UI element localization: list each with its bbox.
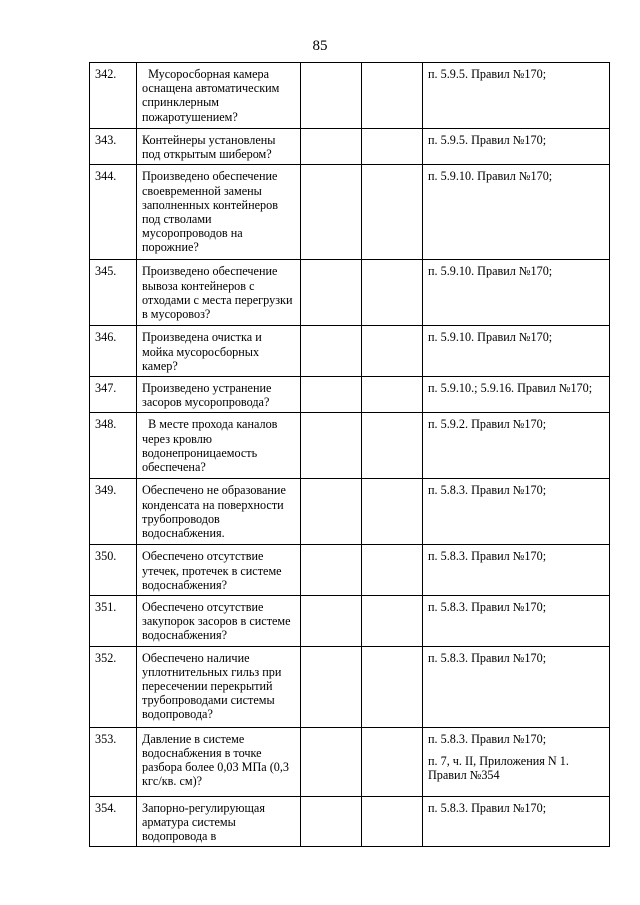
answer-cell-no (362, 596, 423, 647)
requirement-question: Произведена очистка и мойка мусоросборных камер? (137, 326, 301, 377)
reference-line: п. 5.8.3. Правил №170; (428, 600, 547, 615)
reference-line: п. 5.9.2. Правил №170; (428, 417, 547, 432)
reference-line: п. 5.8.3. Правил №170; (428, 731, 547, 746)
requirement-question: Произведено устранение засоров мусоропровода? (137, 377, 301, 413)
item-number: 343. (90, 129, 137, 165)
reference-line: п. 5.9.10. Правил №170; (428, 264, 553, 279)
item-number: 353. (90, 727, 137, 796)
requirement-question: Мусоросборная камера оснащена автоматическим спринклерным пожаротушением? (137, 63, 301, 129)
reference-line: п. 5.9.10.; 5.9.16. Правил №170; (428, 381, 593, 396)
requirement-question: Давление в системе водоснабжения в точке разбора более 0,03 МПа (0,3 кгс/кв. см)? (137, 727, 301, 796)
legal-reference (423, 165, 610, 260)
legal-reference (423, 413, 610, 479)
requirement-question: Обеспечено наличие уплотнительных гильз при пересечении перекрытий трубопроводами системы водопровода? (137, 646, 301, 727)
answer-cell-no (362, 479, 423, 545)
answer-cell-no (362, 165, 423, 260)
requirement-question: Обеспечено отсутствие утечек, протечек в системе водоснабжения? (137, 545, 301, 596)
answer-cell-yes (301, 129, 362, 165)
reference-line: п. 5.9.10. Правил №170; (428, 169, 553, 184)
answer-cell-yes (301, 596, 362, 647)
reference-line: п. 7, ч. II, Приложения N 1. Правил №354 (428, 753, 569, 783)
table-row (90, 129, 610, 165)
answer-cell-no (362, 326, 423, 377)
item-number: 344. (90, 165, 137, 260)
answer-cell-no (362, 63, 423, 129)
answer-cell-yes (301, 377, 362, 413)
table-row (90, 727, 610, 796)
legal-reference (423, 377, 610, 413)
reference-line: п. 5.9.5. Правил №170; (428, 133, 547, 147)
requirement-question: Запорно-регулирующая арматура системы водопровода в (137, 796, 301, 847)
item-number: 345. (90, 260, 137, 326)
item-number: 354. (90, 796, 137, 847)
page-number: 85 (312, 38, 328, 54)
legal-reference (423, 479, 610, 545)
reference-line: п. 5.8.3. Правил №170; (428, 800, 547, 815)
requirement-question: В месте прохода каналов через кровлю водонепроницаемость обеспечена? (137, 413, 301, 479)
requirement-question: Произведено обеспечение вывоза контейнеров с отходами с места перегрузки в мусоровоз? (137, 260, 301, 326)
reference-line: п. 5.8.3. Правил №170; (428, 549, 547, 564)
answer-cell-no (362, 545, 423, 596)
answer-cell-no (362, 377, 423, 413)
legal-reference (423, 646, 610, 727)
reference-line: п. 5.9.5. Правил №170; (428, 67, 547, 81)
table-row (90, 545, 610, 596)
answer-cell-no (362, 646, 423, 727)
reference-line: п. 5.8.3. Правил №170; (428, 483, 547, 498)
answer-cell-yes (301, 63, 362, 129)
answer-cell-no (362, 727, 423, 796)
requirement-question: Произведено обеспечение своевременной замены заполненных контейнеров под стволами мусоропроводов на порожние? (137, 165, 301, 260)
legal-reference (423, 326, 610, 377)
item-number: 349. (90, 479, 137, 545)
table-row (90, 165, 610, 260)
answer-cell-no (362, 796, 423, 847)
answer-cell-yes (301, 646, 362, 727)
item-number: 347. (90, 377, 137, 413)
table-row (90, 413, 610, 479)
reference-line: п. 5.9.10. Правил №170; (428, 330, 553, 345)
requirement-question: Контейнеры установлены под открытым шибером? (137, 129, 301, 165)
legal-reference (423, 129, 610, 165)
item-number: 351. (90, 596, 137, 647)
checklist-table (89, 62, 610, 847)
answer-cell-yes (301, 326, 362, 377)
answer-cell-no (362, 413, 423, 479)
answer-cell-no (362, 260, 423, 326)
table-row (90, 796, 610, 847)
answer-cell-yes (301, 260, 362, 326)
answer-cell-yes (301, 165, 362, 260)
table-row (90, 479, 610, 545)
answer-cell-yes (301, 413, 362, 479)
requirement-question: Обеспечено не образование конденсата на поверхности трубопроводов водоснабжения. (137, 479, 301, 545)
legal-reference (423, 545, 610, 596)
answer-cell-yes (301, 479, 362, 545)
reference-line: п. 5.8.3. Правил №170; (428, 650, 547, 665)
table-row (90, 646, 610, 727)
answer-cell-no (362, 129, 423, 165)
legal-reference (423, 796, 610, 847)
table-row (90, 63, 610, 129)
requirement-question: Обеспечено отсутствие закупорок засоров в системе водоснабжения? (137, 596, 301, 647)
legal-reference (423, 63, 610, 129)
table-row (90, 377, 610, 413)
legal-reference (423, 596, 610, 647)
table-row (90, 326, 610, 377)
answer-cell-yes (301, 796, 362, 847)
checklist-body (90, 63, 610, 847)
answer-cell-yes (301, 545, 362, 596)
table-row (90, 596, 610, 647)
legal-reference (423, 727, 610, 796)
table-row (90, 260, 610, 326)
item-number: 352. (90, 646, 137, 727)
item-number: 348. (90, 413, 137, 479)
item-number: 346. (90, 326, 137, 377)
item-number: 350. (90, 545, 137, 596)
answer-cell-yes (301, 727, 362, 796)
legal-reference (423, 260, 610, 326)
item-number: 342. (90, 63, 137, 129)
